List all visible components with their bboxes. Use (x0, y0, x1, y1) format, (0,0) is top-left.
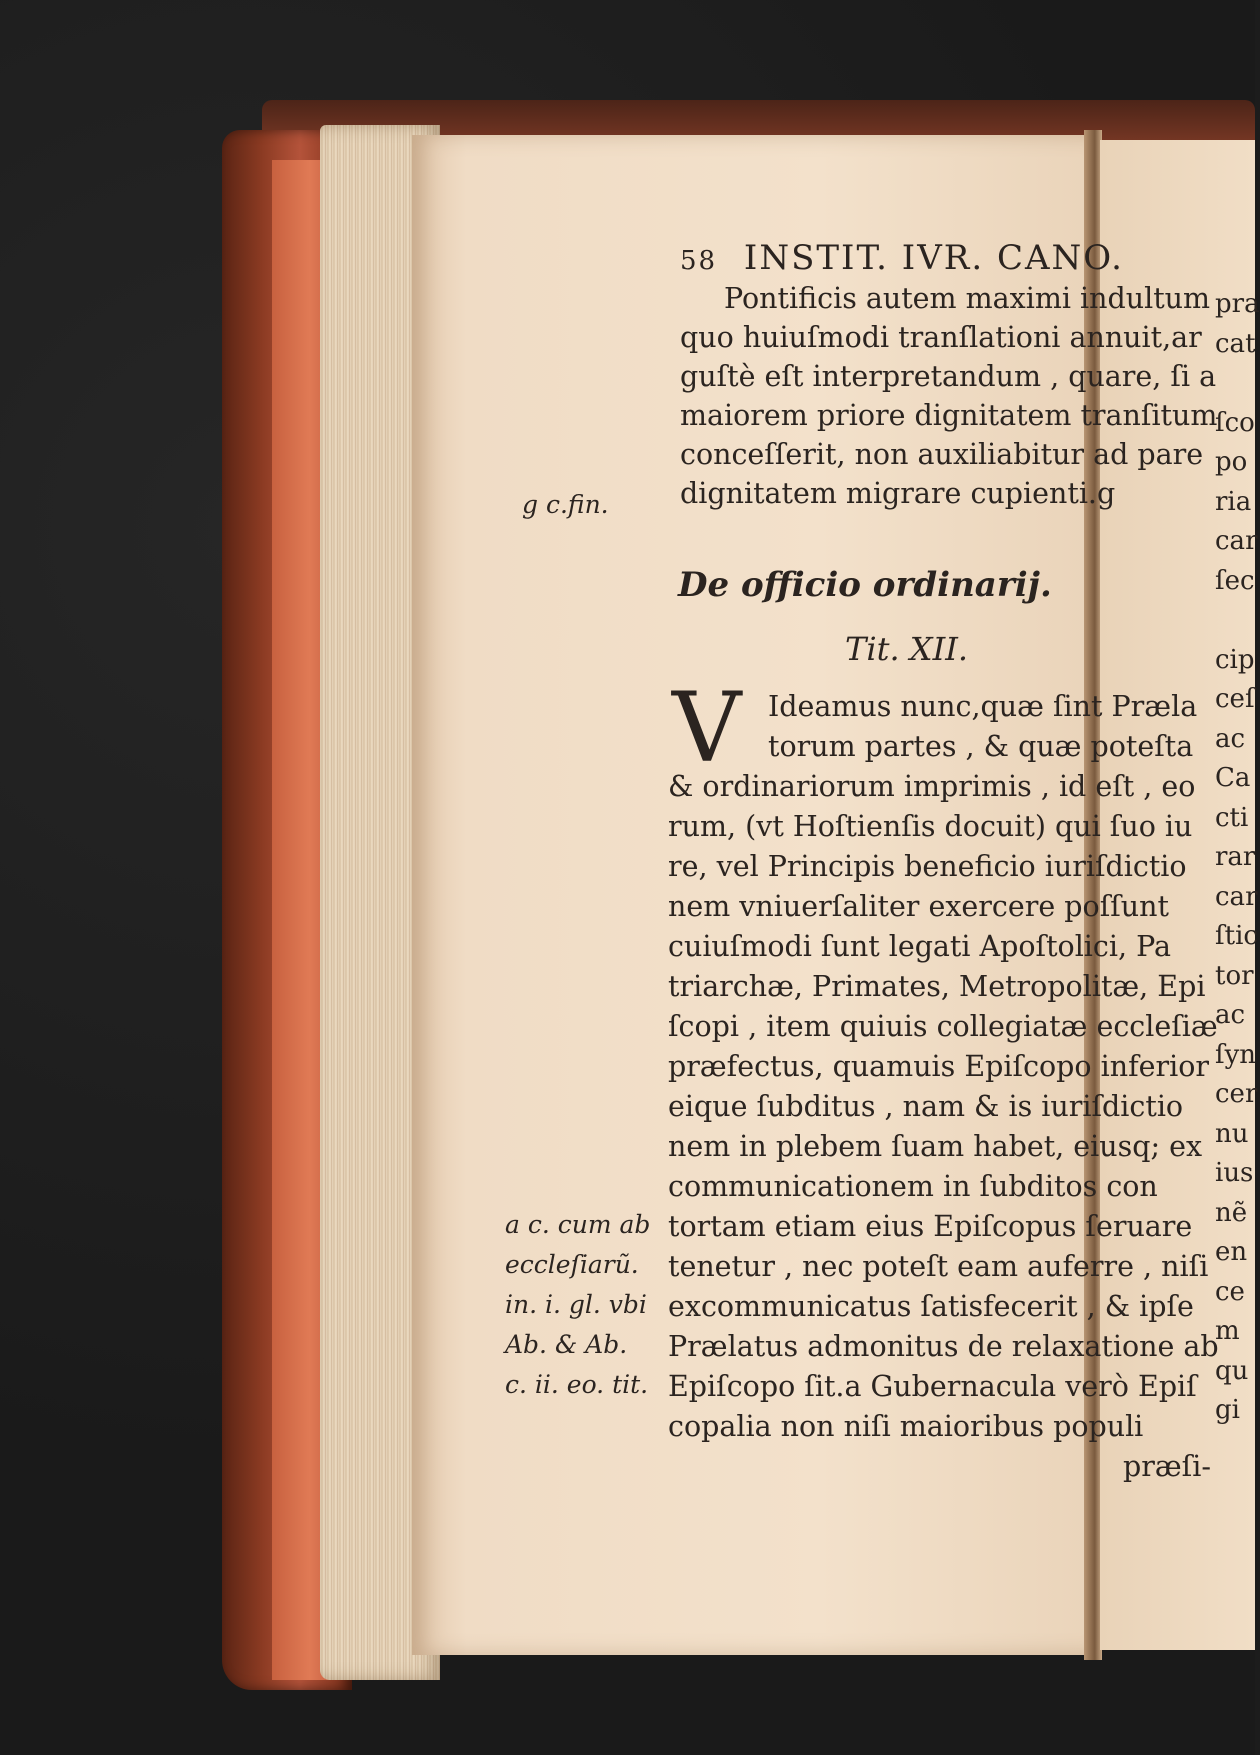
section-number: Tit. XII. (845, 630, 969, 668)
fragment-line: ceſ (1215, 684, 1255, 714)
fragment-line: ſec (1215, 565, 1255, 596)
drop-cap: V (672, 672, 742, 784)
text-line: re, vel Principis beneficio iuriſdictio (668, 850, 1187, 883)
text-line: Pontificis autem maximi indultum (724, 282, 1211, 315)
margin-note: Ab. & Ab. (505, 1330, 628, 1359)
text-line: dignitatem migrare cupienti.g (680, 477, 1116, 510)
fragment-line: rar (1215, 842, 1256, 872)
text-line: eique ſubditus , nam & is iuriſdictio (668, 1090, 1184, 1123)
text-line: Epiſcopo ſit.a Gubernacula verò Epiſ (668, 1370, 1197, 1403)
running-title: INSTIT. IVR. CANO. (743, 238, 1124, 278)
fragment-line: ac (1215, 1000, 1246, 1030)
fragment-line: gi (1215, 1395, 1240, 1425)
margin-note: eccleſiarũ. (505, 1250, 639, 1279)
fragment-line: nu (1215, 1118, 1249, 1149)
text-line: cuiuſmodi ſunt legati Apoſtolici, Pa (668, 930, 1172, 963)
text-line: communicationem in ſubditos con (668, 1170, 1158, 1203)
fragment-line: ſyn (1215, 1039, 1257, 1070)
text-line: tenetur , nec poteſt eam auferre , niſi (668, 1250, 1209, 1283)
margin-note: a c. cum ab (505, 1210, 651, 1239)
fragment-line (1215, 601, 1260, 641)
fragment-line: ria (1215, 486, 1252, 517)
right-page-fragments (1215, 285, 1260, 1431)
fragment-line: m (1215, 1316, 1240, 1346)
fragment-line: ſco (1215, 407, 1255, 438)
fragment-line: cat (1215, 328, 1256, 359)
margin-note: c. ii. eo. tit. (505, 1370, 649, 1399)
text-line: triarchæ, Primates, Metropolitæ, Epi (668, 970, 1206, 1003)
fragment-line: ſtic (1215, 921, 1258, 951)
fragment-line: cer (1215, 1079, 1258, 1109)
text-line: ſcopi , item quiuis collegiatæ eccleſiæ (668, 1010, 1218, 1043)
text-line: & ordinariorum imprimis , id eſt , eo (668, 770, 1196, 803)
fragment-line: tor (1215, 960, 1254, 991)
fragment-line: Ca (1215, 763, 1251, 793)
text-line: guſtè eſt interpretandum , quare, ſi a (680, 360, 1217, 393)
fragment-line: po (1215, 447, 1248, 477)
fragment-line: ac (1215, 723, 1246, 754)
right-page-text-area (1186, 0, 1260, 1755)
fragment-line: en (1215, 1237, 1248, 1267)
text-line: maiorem priore dignitatem tranſitum (680, 399, 1218, 432)
fragment-line: nẽ (1215, 1197, 1248, 1228)
text-line: conceſſerit, non auxiliabitur ad pare (680, 438, 1204, 471)
text-line: Ideamus nunc,quæ ſint Præla (768, 690, 1198, 723)
text-line: nem vniuerſaliter exercere poſſunt (668, 890, 1169, 923)
running-header (680, 238, 1124, 278)
fragment-line (1215, 364, 1260, 404)
fragment-line: cip (1215, 644, 1255, 675)
margin-note-g: g c.fin. (522, 490, 609, 519)
section-title: De officio ordinarij. (678, 565, 1052, 605)
text-line: torum partes , & quæ poteſta (768, 730, 1194, 763)
fragment-line: ius (1215, 1158, 1254, 1188)
text-line: quo huiuſmodi tranſlationi annuit,ar (680, 321, 1202, 354)
margin-note: in. i. gl. vbi (505, 1290, 647, 1319)
fragment-line: pra (1215, 289, 1260, 319)
catchword: præſi- (1123, 1450, 1211, 1483)
text-line: Prælatus admonitus de relaxatione ab (668, 1330, 1219, 1363)
text-line: tortam etiam eius Epiſcopus ſeruare (668, 1210, 1193, 1243)
fragment-line: ce (1215, 1276, 1245, 1307)
text-line: copalia non niſi maioribus populi (668, 1410, 1144, 1443)
page-number: 58 (680, 246, 718, 276)
text-line: nem in plebem ſuam habet, eiusq; ex (668, 1130, 1203, 1163)
fragment-line: qu (1215, 1355, 1249, 1386)
fragment-line: cti (1215, 802, 1249, 833)
fragment-line: car (1215, 881, 1258, 912)
text-line: præfectus, quamuis Epiſcopo inferior (668, 1050, 1210, 1083)
text-line: rum, (vt Hoſtienſis docuit) qui ſuo iu (668, 810, 1193, 843)
fragment-line: car (1215, 526, 1258, 556)
text-line: excommunicatus ſatisfecerit , & ipſe (668, 1290, 1194, 1323)
